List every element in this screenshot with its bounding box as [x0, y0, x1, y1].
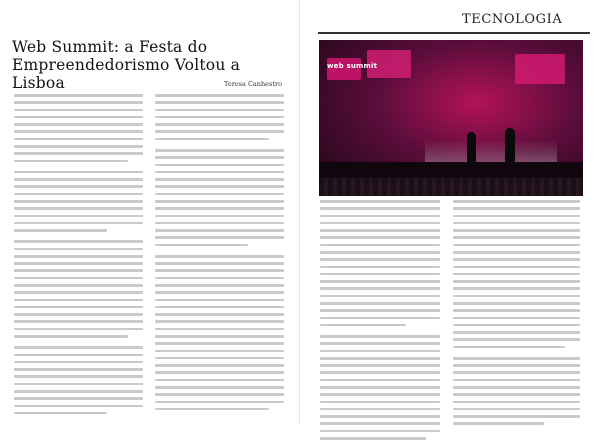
section-header: TECNOLOGIA — [462, 12, 563, 27]
article-title: Web Summit: a Festa do Empreendedorismo Voltou a Lisboa — [12, 38, 241, 92]
audience — [319, 178, 583, 196]
screen-right — [515, 54, 565, 84]
speaker — [467, 132, 476, 162]
speaker — [505, 128, 515, 162]
screen-caption: web summit — [327, 62, 378, 70]
event-photo — [319, 40, 583, 196]
header-rule — [318, 32, 590, 34]
byline-author: Teresa Canhestro — [224, 80, 282, 88]
body-column-4 — [453, 200, 580, 430]
left-page — [0, 0, 300, 424]
body-column-1 — [14, 94, 143, 419]
stage-light — [425, 140, 557, 162]
body-column-3 — [320, 200, 440, 444]
body-column-2 — [155, 94, 284, 415]
